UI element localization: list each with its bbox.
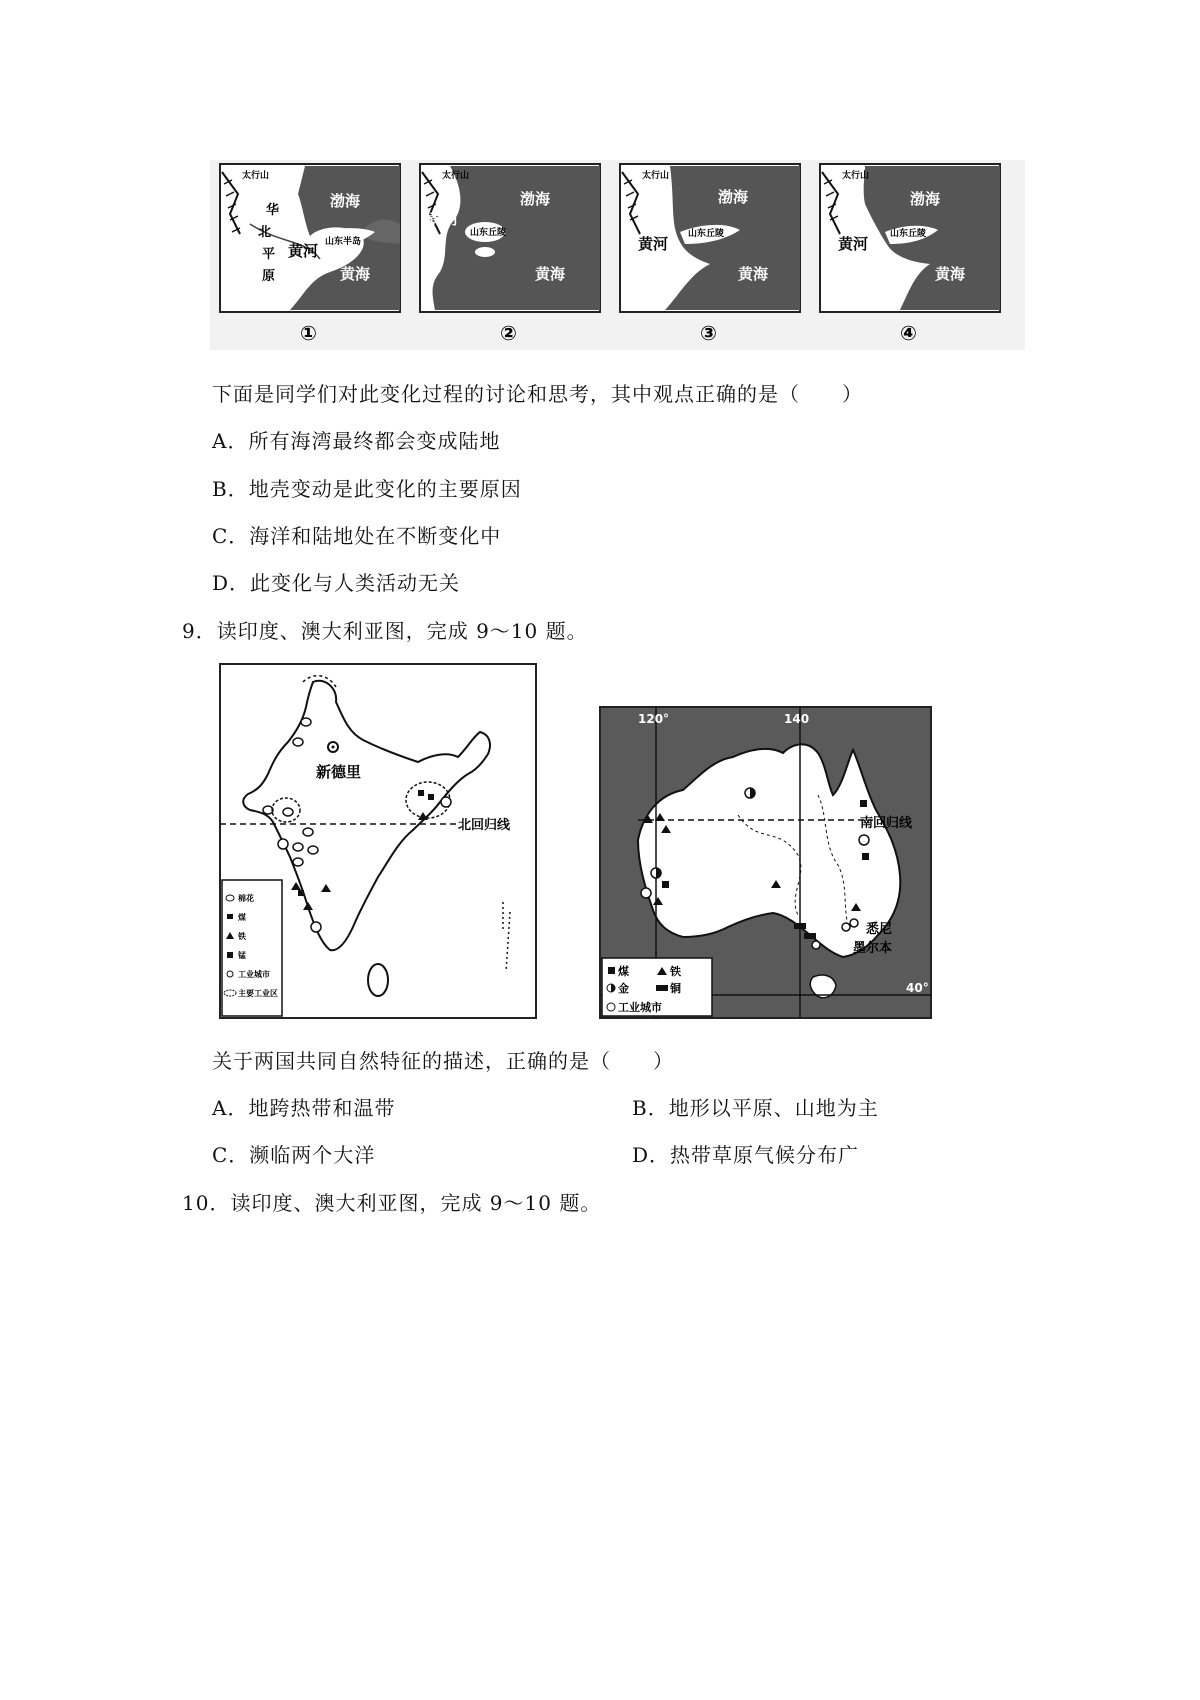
label-taihang: 太行山 <box>442 171 470 181</box>
label-tropic-of-capricorn: 南回归线 <box>860 816 913 831</box>
q8-option-a: A．所有海湾最终都会变成陆地 <box>212 429 501 453</box>
panel-number-2: ② <box>500 321 517 345</box>
coastline-evolution-figure <box>210 160 1025 350</box>
label-shandong: 山东丘陵 <box>890 229 927 239</box>
india-map-svg <box>218 662 538 1020</box>
label-melbourne: 墨尔本 <box>853 941 893 956</box>
label-bohai: 渤海 <box>718 188 749 206</box>
panel-number-4: ④ <box>900 321 917 345</box>
label-bohai: 渤海 <box>520 190 551 208</box>
legend-manganese: 锰 <box>238 951 246 960</box>
coastline-maps-svg <box>210 160 1025 350</box>
label-sydney: 悉尼 <box>866 922 893 937</box>
q8-stem: 下面是同学们对此变化过程的讨论和思考，其中观点正确的是（ ） <box>212 382 863 406</box>
label-huanghai: 黄海 <box>935 265 966 283</box>
legend-iron: 铁 <box>670 965 681 978</box>
label-bohai: 渤海 <box>910 190 941 208</box>
q9-option-d: D．热带草原气候分布广 <box>632 1143 860 1167</box>
label-huanghai: 黄海 <box>738 265 769 283</box>
label-yuan: 原 <box>262 269 276 284</box>
q9-option-a: A．地跨热带和温带 <box>212 1096 396 1120</box>
label-huanghai: 黄海 <box>535 265 566 283</box>
australia-map-svg <box>598 705 933 1020</box>
legend-industrial-zone: 主要工业区 <box>238 989 278 998</box>
label-longitude-120: 120° <box>638 712 670 726</box>
label-huanghai: 黄海 <box>340 265 371 283</box>
q10-intro: 10．读印度、澳大利亚图，完成 9～10 题。 <box>182 1191 602 1215</box>
label-taihang: 太行山 <box>642 171 670 181</box>
label-shandong: 山东丘陵 <box>688 229 725 239</box>
label-taihang: 太行山 <box>242 171 270 181</box>
label-huanghe: 黄河 <box>838 235 869 253</box>
legend-cotton: 棉花 <box>238 894 254 903</box>
legend-industrial-city: 工业城市 <box>618 1001 662 1014</box>
label-shandong: 山东半岛 <box>325 237 362 247</box>
label-huanghe: 黄河 <box>638 235 669 253</box>
legend-iron: 铁 <box>238 932 246 941</box>
label-longitude-140: 140 <box>784 712 810 726</box>
label-hua: 华 <box>266 203 280 218</box>
panel-number-3: ③ <box>700 321 717 345</box>
label-tropic-of-cancer: 北回归线 <box>458 818 511 833</box>
q9-intro: 9．读印度、澳大利亚图，完成 9～10 题。 <box>182 619 588 643</box>
legend-copper: 铜 <box>670 982 681 995</box>
legend-gold: 金 <box>618 982 629 995</box>
legend-industrial-city: 工业城市 <box>238 970 270 979</box>
label-bei: 北 <box>258 225 272 240</box>
legend-coal: 煤 <box>618 965 629 978</box>
australia-map <box>598 705 933 1020</box>
q8-option-b: B．地壳变动是此变化的主要原因 <box>212 477 522 501</box>
panel-number-1: ① <box>300 321 317 345</box>
q8-option-d: D．此变化与人类活动无关 <box>212 571 461 595</box>
map-panel-2 <box>420 164 600 312</box>
map-panel-4 <box>820 164 1000 312</box>
label-shandong: 山东丘陵 <box>470 228 507 238</box>
q8-option-c: C．海洋和陆地处在不断变化中 <box>212 524 502 548</box>
label-huanghe: 黄河 <box>288 242 319 260</box>
label-ping: 平 <box>262 247 276 262</box>
map-panel-1 <box>220 164 400 312</box>
map-panel-3 <box>620 164 800 312</box>
q9-stem: 关于两国共同自然特征的描述，正确的是（ ） <box>212 1049 674 1073</box>
label-new-delhi: 新德里 <box>316 763 362 781</box>
india-map <box>218 662 538 1020</box>
label-latitude-40: 40° <box>906 981 929 995</box>
q9-option-c: C．濒临两个大洋 <box>212 1143 376 1167</box>
label-bohai: 渤海 <box>330 192 361 210</box>
legend-coal: 煤 <box>238 913 246 922</box>
label-taihang: 太行山 <box>842 171 870 181</box>
q9-option-b: B．地形以平原、山地为主 <box>632 1096 879 1120</box>
label-huanghe: 黄河 <box>428 210 459 228</box>
